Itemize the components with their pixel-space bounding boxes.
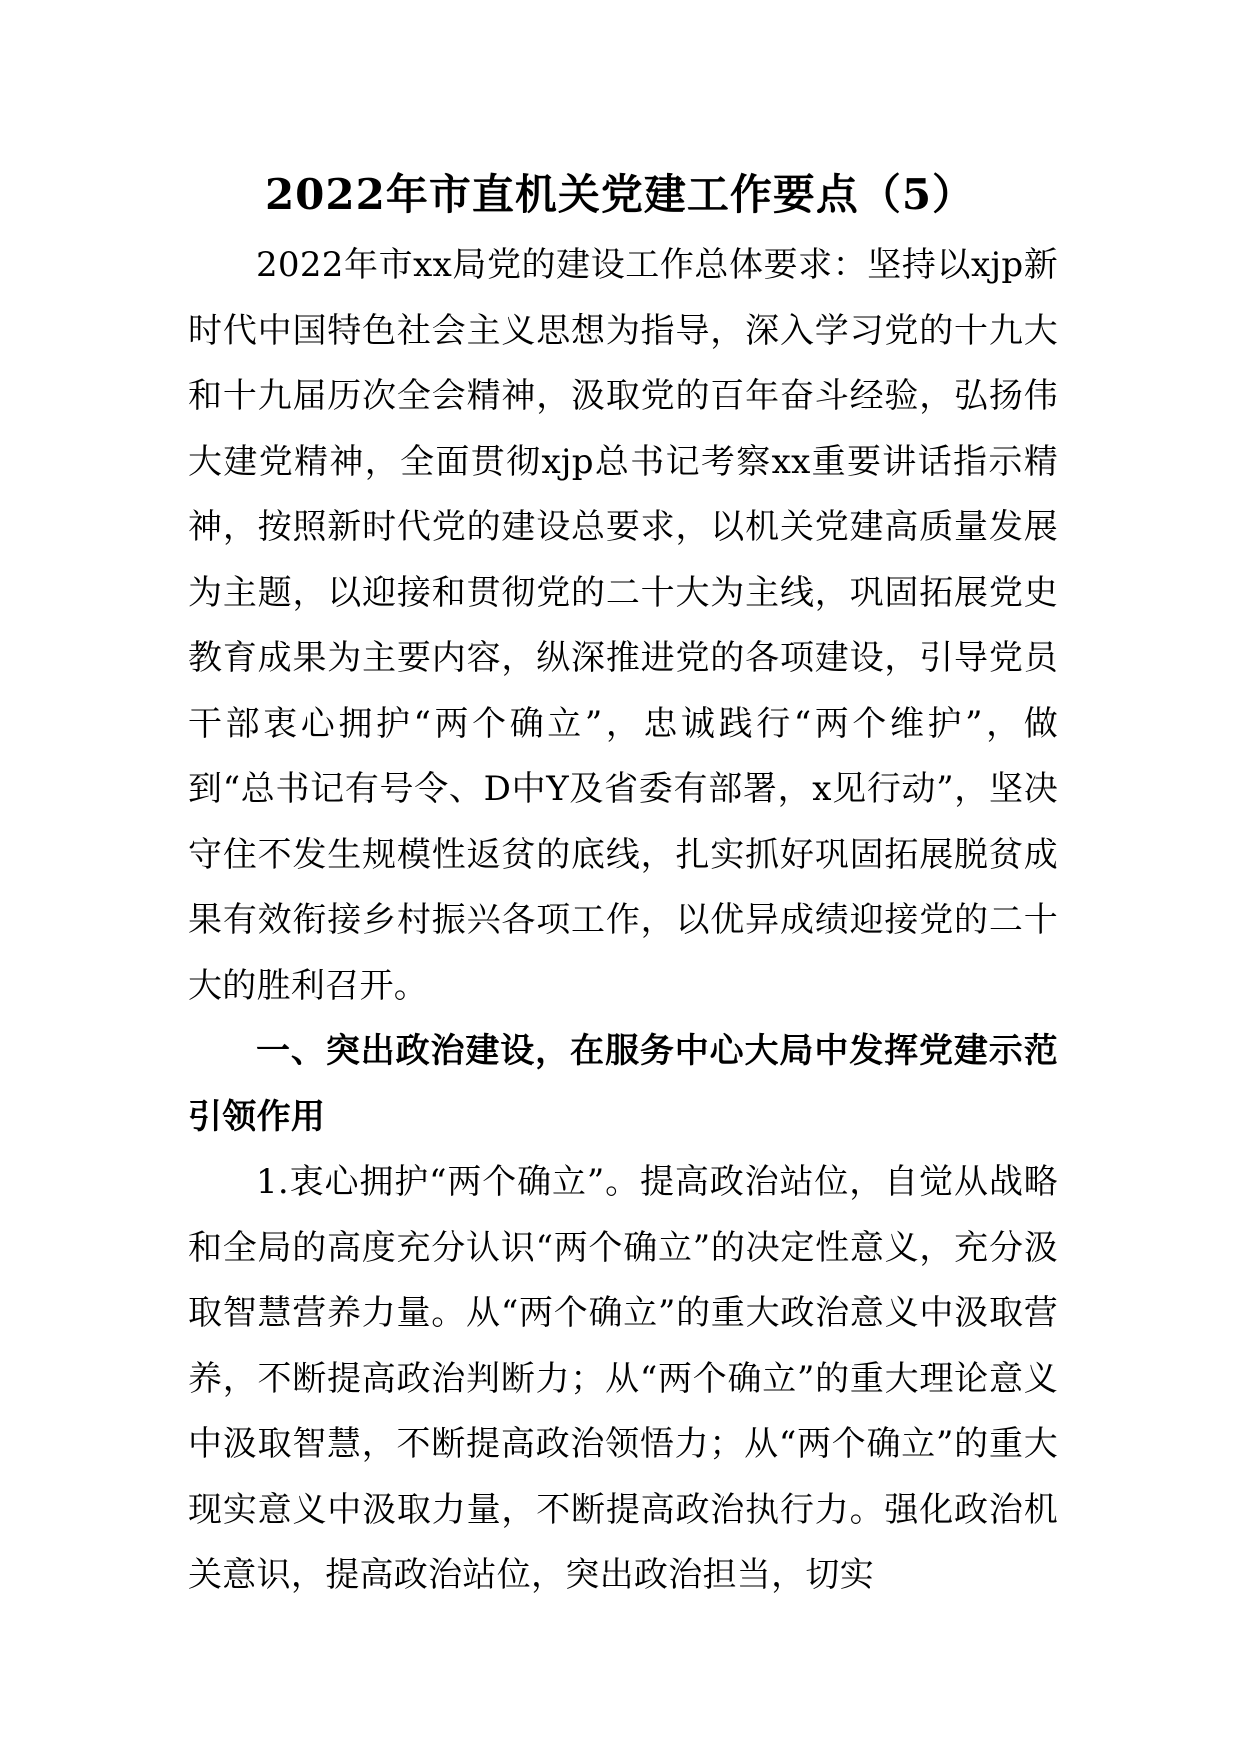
section-heading-1: 一、突出政治建设，在服务中心大局中发挥党建示范引领作用 [188,1031,1058,1137]
document-title: 2022年市直机关党建工作要点（5） [264,170,976,219]
item-paragraph-1: 1.衷心拥护“两个确立”。提高政治站位，自觉从战略和全局的高度充分认识“两个确立”的决定性意义，充分汲取智慧营养力量。从“两个确立”的重大政治意义中汲取营养，不断提高政治判断力；从“两个确立”的重大理论意义中汲取智慧，不断提高政治领悟力；从“两个确立”的重大现实意义中汲取力量，不断提高政治执行力。强化政治机关意识，提高政治站位，突出政治担当，切实 [188,1162,1058,1595]
intro-paragraph: 2022年市xx局党的建设工作总体要求：坚持以xjp新时代中国特色社会主义思想为指导，深入学习党的十九大和十九届历次全会精神，汲取党的百年奋斗经验，弘扬伟大建党精神，全面贯彻xjp总书记考察xx重要讲话指示精神，按照新时代党的建设总要求，以机关党建高质量发展为主题，以迎接和贯彻党的二十大为主线，巩固拓展党史教育成果为主要内容，纵深推进党的各项建设，引导党员干部衷心拥护“两个确立”，忠诚践行“两个维护”，做到“总书记有号令、D中Y及省委有部署，x见行动”，坚决守住不发生规模性返贫的底线，扎实抓好巩固拓展脱贫成果有效衔接乡村振兴各项工作，以优异成绩迎接党的二十大的胜利召开。 [188,245,1058,1006]
document-body [188,233,1058,1609]
